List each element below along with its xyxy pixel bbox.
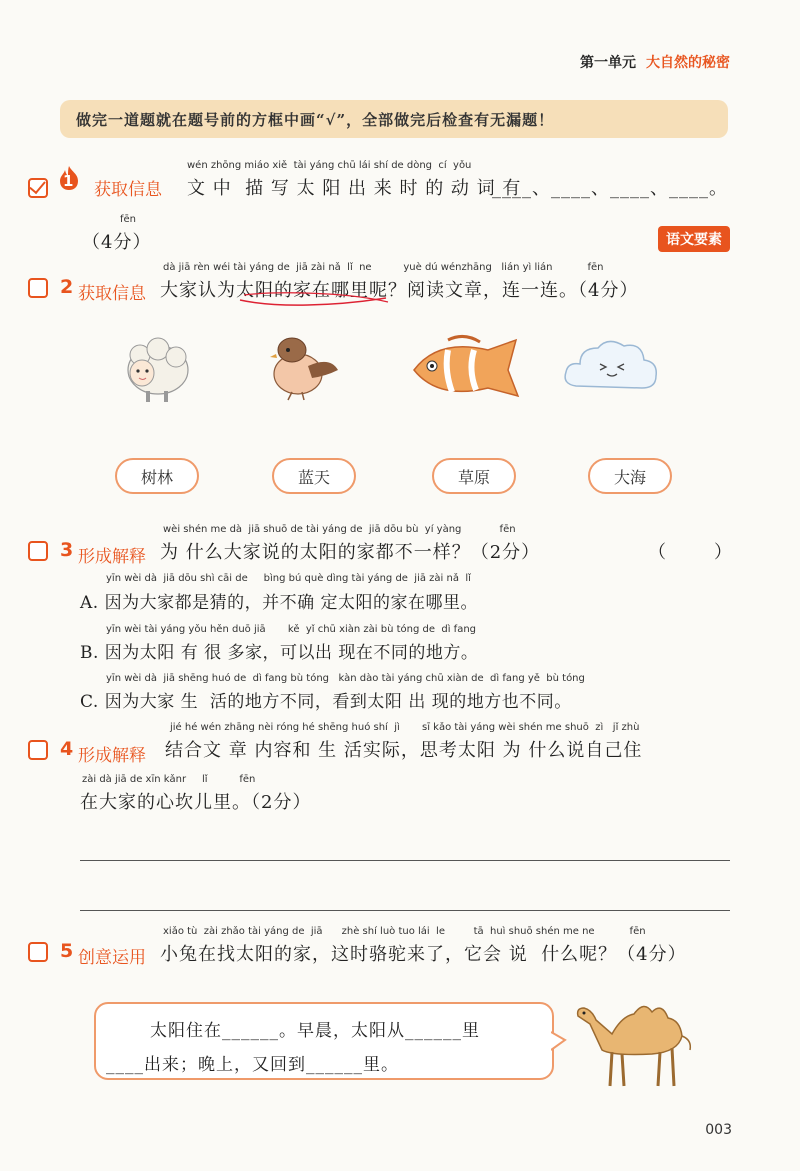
question-5-category: 创意运用 <box>78 948 146 968</box>
option-c-pinyin: yīn wèi dà jiā shēng huó de dì fang bù tóng kàn dào tài yáng chū xiàn de dì fang yě bù tóng <box>106 673 585 684</box>
question-1-checkbox[interactable] <box>28 178 48 198</box>
question-3-checkbox[interactable] <box>28 541 48 561</box>
unit-title: 大自然的秘密 <box>646 55 730 71</box>
question-2-number: 2 <box>60 276 74 298</box>
question-4-checkbox[interactable] <box>28 740 48 760</box>
question-2-category: 获取信息 <box>78 284 146 304</box>
place-box-sea[interactable]: 大海 <box>588 458 672 494</box>
camel-icon <box>572 990 702 1090</box>
question-5-pinyin: xiǎo tù zài zhǎo tài yáng de jiā zhè shí luò tuo lái le tā huì shuō shén me ne fēn <box>163 926 646 937</box>
question-2-checkbox[interactable] <box>28 278 48 298</box>
question-5-checkbox[interactable] <box>28 942 48 962</box>
question-3-pinyin: wèi shén me dà jiā shuō de tài yáng de jiā dōu bù yí yàng fēn <box>163 524 516 535</box>
question-1-score: （4分） <box>82 232 152 253</box>
instruction-text: 做完一道题就在题号前的方框中画“√”，全部做完后检查有无漏题！ <box>76 110 555 129</box>
page-header <box>580 52 730 72</box>
speech-bubble-tail <box>551 1030 567 1054</box>
question-3-number: 3 <box>60 539 74 561</box>
skill-badge: 语文要素 <box>658 226 730 252</box>
question-3-answer-paren[interactable]: （ ） <box>648 542 734 563</box>
question-1-score-pinyin: fēn <box>120 214 137 225</box>
option-a-pinyin: yīn wèi dà jiā dōu shì cāi de bìng bú què dìng tài yáng de jiā zài nǎ lǐ <box>106 573 471 584</box>
bubble-line-2[interactable]: ____出来；晚上，又回到______里。 <box>106 1055 399 1075</box>
question-4-number: 4 <box>60 738 74 760</box>
option-b[interactable]: B. 因为太阳 有 很 多家，可以出 现在不同的地方。 <box>80 643 479 663</box>
option-b-pinyin: yīn wèi tài yáng yǒu hěn duō jiā kě yǐ chū xiàn zài bù tóng de dì fang <box>106 624 477 635</box>
place-box-grassland[interactable]: 草原 <box>432 458 516 494</box>
question-1-text: 文 中 描 写 太 阳 出 来 时 的 动 词 有 <box>187 178 522 199</box>
question-4-text-line1: 结合文 章 内容和 生 活实际，思考太阳 为 什么说自己住 <box>165 740 643 761</box>
place-box-forest[interactable]: 树林 <box>115 458 199 494</box>
question-4-category: 形成解释 <box>78 746 146 766</box>
page-number: 003 <box>705 1122 732 1138</box>
question-4-pinyin-line1: jié hé wén zhāng nèi róng hé shēng huó shí jì sī kǎo tài yáng wèi shén me shuō zì jǐ zhù <box>170 722 640 733</box>
question-1-category: 获取信息 <box>94 180 162 200</box>
fish-icon[interactable] <box>408 334 522 404</box>
question-1-pinyin: wén zhōng miáo xiě tài yáng chū lái shí de dòng cí yǒu <box>187 160 472 171</box>
question-3-text: 为 什么大家说的太阳的家都不一样？（2分） <box>160 542 541 563</box>
answer-line-1[interactable] <box>80 860 730 861</box>
option-a[interactable]: A. 因为大家都是猜的，并不确 定太阳的家在哪里。 <box>80 593 478 613</box>
handwritten-underline <box>236 292 396 310</box>
question-2-pinyin: dà jiā rèn wéi tài yáng de jiā zài nǎ lǐ ne yuè dú wénzhāng lián yì lián fēn <box>163 262 604 273</box>
question-5-text: 小兔在找太阳的家，这时骆驼来了，它会 说 什么呢？（4分） <box>160 944 687 965</box>
cloud-icon[interactable] <box>562 336 660 398</box>
instruction-banner <box>60 100 728 138</box>
answer-line-2[interactable] <box>80 910 730 911</box>
unit-label: 第一单元 <box>580 55 636 71</box>
question-1-blanks[interactable]: ____、____、____、____。 <box>492 178 728 199</box>
question-4-text-line2: 在大家的心坎儿里。（2分） <box>80 792 312 813</box>
question-4-pinyin-line2: zài dà jiā de xīn kǎnr lǐ fēn <box>82 774 256 785</box>
sparrow-icon[interactable] <box>268 332 342 402</box>
question-5-number: 5 <box>60 940 74 962</box>
place-box-blue-sky[interactable]: 蓝天 <box>272 458 356 494</box>
sheep-icon[interactable] <box>118 335 190 405</box>
question-3-category: 形成解释 <box>78 547 146 567</box>
question-2-text: 大家认为太阳的家在哪里呢？阅读文章，连一连。（4分） <box>160 280 639 301</box>
question-1-number: 1 <box>63 172 74 190</box>
option-c[interactable]: C. 因为大家 生 活的地方不同，看到太阳 出 现的地方也不同。 <box>80 692 572 712</box>
bubble-line-1[interactable]: 太阳住在______。早晨，太阳从______里 <box>150 1021 480 1041</box>
